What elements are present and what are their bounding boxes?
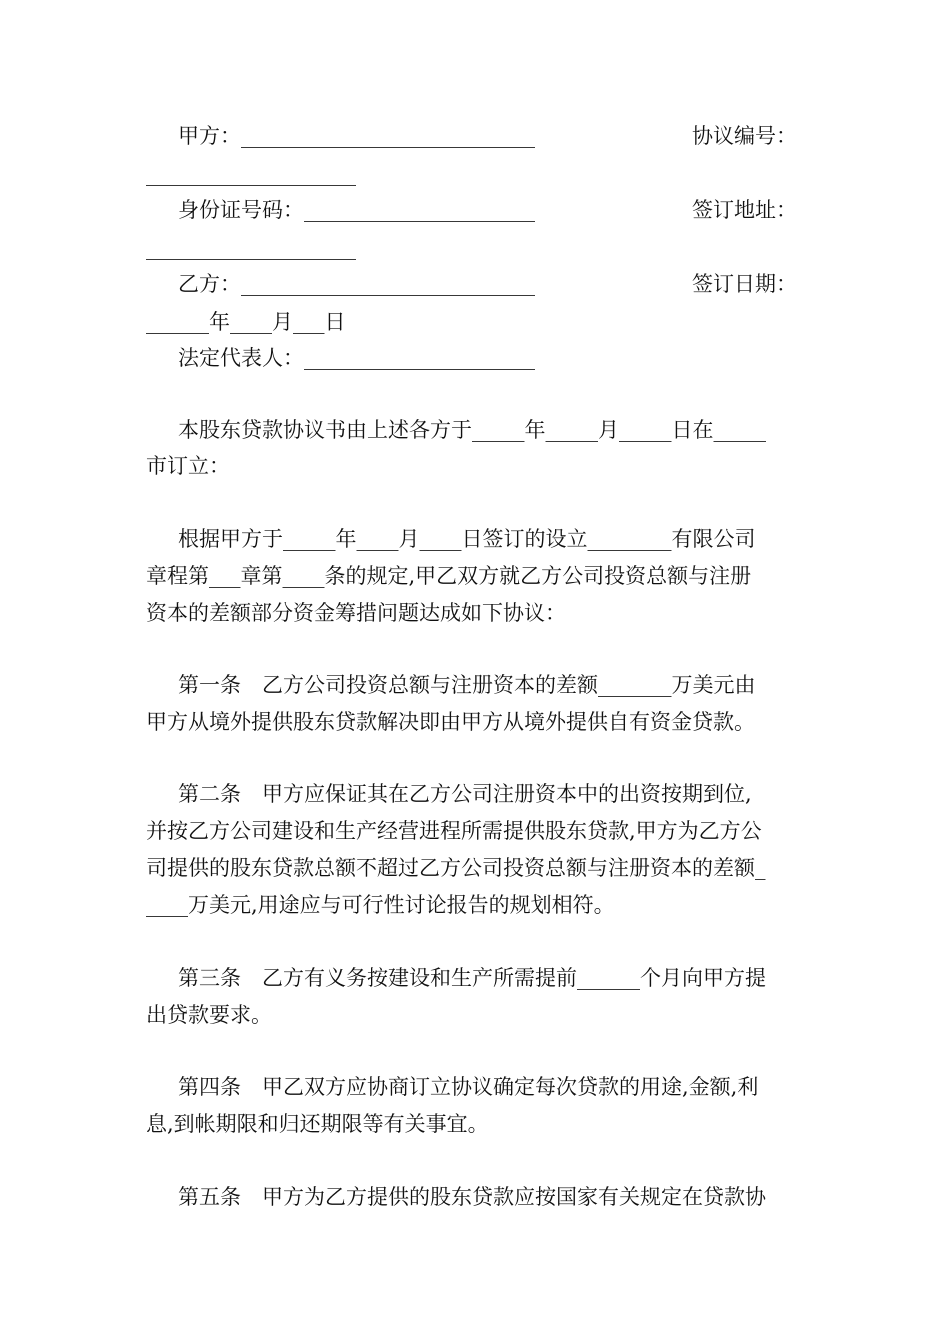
- basis-line-3: 资本的差额部分资金筹措问题达成如下协议：: [146, 601, 566, 625]
- article-2-line-3: 司提供的股东贷款总额不超过乙方公司投资总额与注册资本的差额_: [146, 856, 766, 880]
- article-2-line-1: 第二条 甲方应保证其在乙方公司注册资本中的出资按期到位,: [178, 782, 752, 806]
- legal-rep-field: 法定代表人：______________________: [178, 346, 535, 370]
- article-5-line-1: 第五条 甲方为乙方提供的股东贷款应按国家有关规定在贷款协: [178, 1185, 766, 1209]
- article-3-line-2: 出贷款要求。: [146, 1003, 272, 1027]
- sign-place-blank: ____________________: [146, 236, 356, 260]
- basis-line-1: 根据甲方于_____年____月____日签订的设立________有限公司: [178, 527, 756, 551]
- intro-line-1: 本股东贷款协议书由上述各方于_____年_____月_____日在_____: [178, 418, 766, 442]
- party-a-field: 甲方：____________________________: [178, 124, 535, 148]
- agreement-no-label: 协议编号：: [692, 124, 797, 148]
- id-number-field: 身份证号码：______________________: [178, 198, 535, 222]
- article-3-line-1: 第三条 乙方有义务按建设和生产所需提前______个月向甲方提: [178, 966, 766, 990]
- sign-date-blank: ______年____月___日: [146, 310, 346, 334]
- intro-line-2: 市订立：: [146, 454, 230, 478]
- article-2-line-2: 并按乙方公司建设和生产经营进程所需提供股东贷款,甲方为乙方公: [146, 819, 762, 843]
- agreement-no-blank: ____________________: [146, 162, 356, 186]
- article-4-line-1: 第四条 甲乙双方应协商订立协议确定每次贷款的用途,金额,利: [178, 1075, 759, 1099]
- article-1-line-2: 甲方从境外提供股东贷款解决即由甲方从境外提供自有资金贷款。: [146, 710, 755, 734]
- article-2-line-4: ____万美元,用途应与可行性讨论报告的规划相符。: [146, 893, 615, 917]
- basis-line-2: 章程第___章第____条的规定,甲乙双方就乙方公司投资总额与注册: [146, 564, 752, 588]
- article-4-line-2: 息,到帐期限和归还期限等有关事宜。: [146, 1112, 489, 1136]
- party-b-field: 乙方：____________________________: [178, 272, 535, 296]
- sign-place-label: 签订地址：: [692, 198, 797, 222]
- article-1-line-1: 第一条 乙方公司投资总额与注册资本的差额_______万美元由: [178, 673, 756, 697]
- sign-date-label: 签订日期：: [692, 272, 797, 296]
